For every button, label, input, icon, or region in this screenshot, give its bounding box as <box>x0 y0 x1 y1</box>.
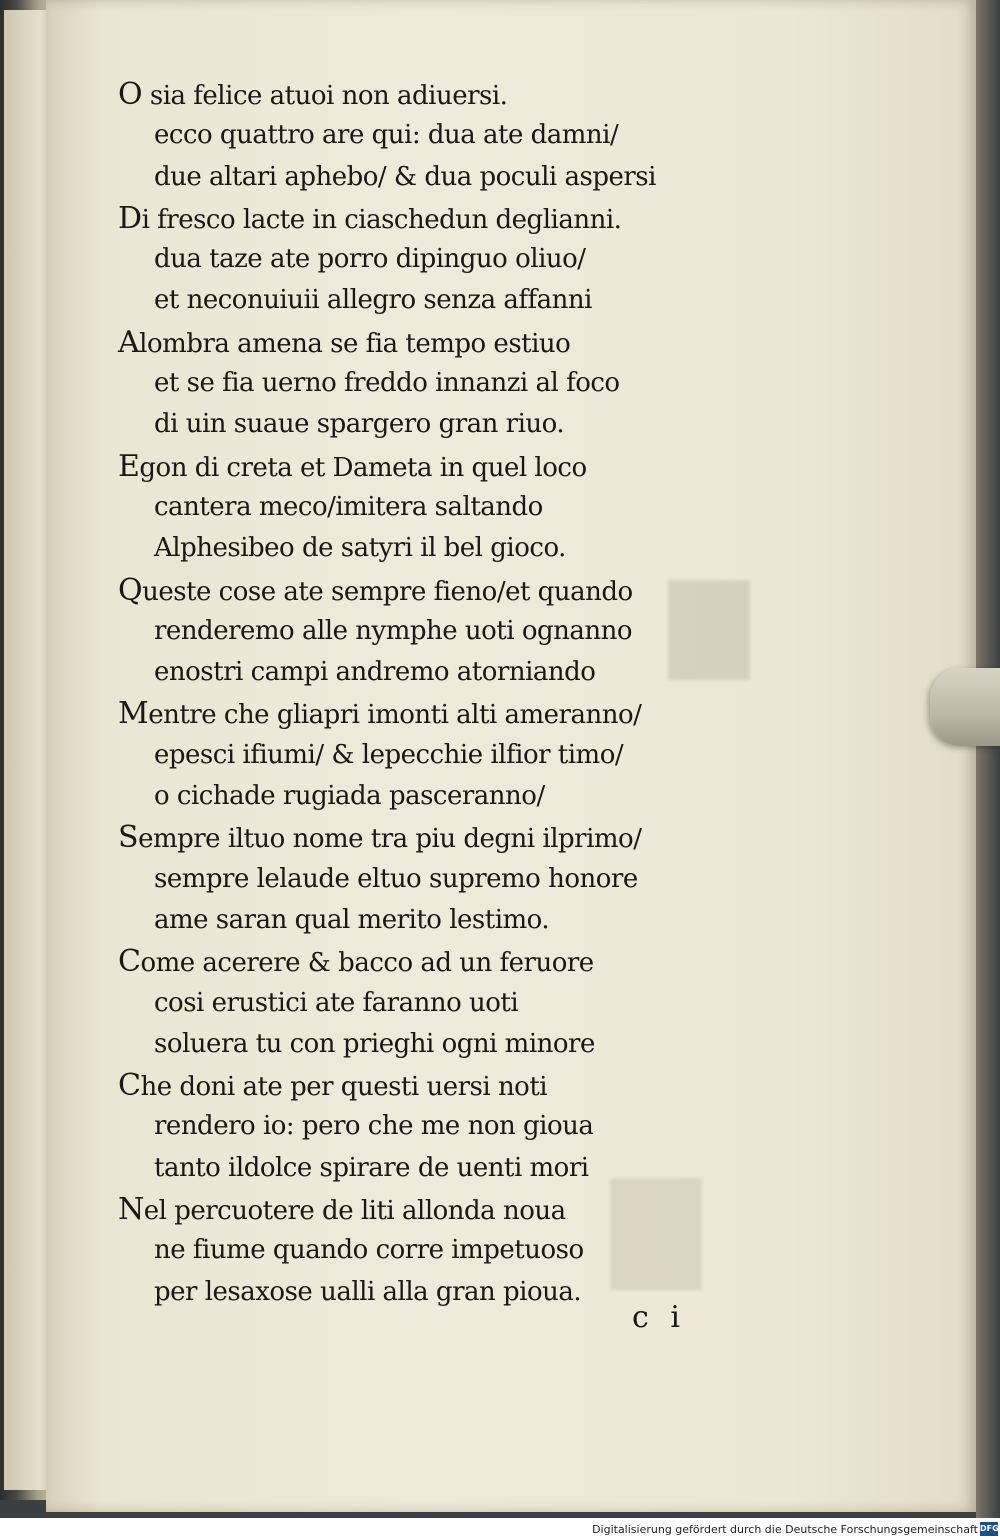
verse-line: renderemo alle nymphe uoti ognanno <box>154 615 633 646</box>
footer-credit: Digitalisierung gefördert durch die Deutsche Forschungsgemeinschaft <box>592 1523 978 1536</box>
verse-line: sempre lelaude eltuo supremo honore <box>154 863 638 894</box>
verse-line: tanto ildolce spirare de uenti mori <box>154 1152 589 1183</box>
verse-line: epesci ifiumi/ & lepecchie ilfior timo/ <box>154 739 624 770</box>
verse-line: rendero io: pero che me non gioua <box>154 1111 594 1142</box>
book-right-edge <box>976 0 1000 1518</box>
verse-line: cantera meco/imitera saltando <box>154 491 543 522</box>
verse-line: Nel percuotere de liti allonda noua <box>118 1192 566 1228</box>
poem-text-block <box>118 74 678 1313</box>
verse-line: Egon di creta et Dameta in quel loco <box>118 448 587 484</box>
verse-line: ecco quattro are qui: dua ate damni/ <box>154 120 619 151</box>
verse-line: Alombra amena se fia tempo estiuo <box>118 324 571 360</box>
verse-line: Di fresco lacte in ciaschedun deglianni. <box>118 200 622 236</box>
verse-line: Alphesibeo de satyri il bel gioco. <box>154 533 566 564</box>
verse-line: Mentre che gliapri imonti alti ameranno/ <box>118 696 642 732</box>
verse-line: o cichade rugiada pasceranno/ <box>154 781 545 812</box>
verse-line: per lesaxose ualli alla gran pioua. <box>154 1276 582 1307</box>
verse-line: dua taze ate porro dipinguo oliuo/ <box>154 244 586 275</box>
verse-line: Sempre iltuo nome tra piu degni ilprimo/ <box>118 820 642 856</box>
verse-line: O sia felice atuoi non adiuersi. <box>118 77 508 112</box>
bleed-through-initial-1 <box>668 580 750 680</box>
verse-line: soluera tu con prieghi ogni minore <box>154 1028 595 1059</box>
verse-line: ne fiume quando corre impetuoso <box>154 1235 584 1266</box>
verse-line: Come acerere & bacco ad un feruore <box>118 944 594 980</box>
page-clip <box>930 668 1000 746</box>
verse-line: ame saran qual merito lestimo. <box>154 904 550 935</box>
verse-line: enostri campi andremo atorniando <box>154 657 596 688</box>
verse-line: Che doni ate per questi uersi noti <box>118 1068 548 1104</box>
verse-line: due altari aphebo/ & dua poculi aspersi <box>154 161 656 192</box>
verse-line: di uin suaue spargero gran riuo. <box>154 409 565 440</box>
verse-line: et neconuiuii allegro senza affanni <box>154 285 592 316</box>
signature-mark: c i <box>632 1300 686 1335</box>
dfg-logo: DFG <box>980 1522 998 1536</box>
verse-line: cosi erustici ate faranno uoti <box>154 987 519 1018</box>
verse-line: et se fia uerno freddo innanzi al foco <box>154 368 620 399</box>
verse-line: Queste cose ate sempre fieno/et quando <box>118 572 633 608</box>
